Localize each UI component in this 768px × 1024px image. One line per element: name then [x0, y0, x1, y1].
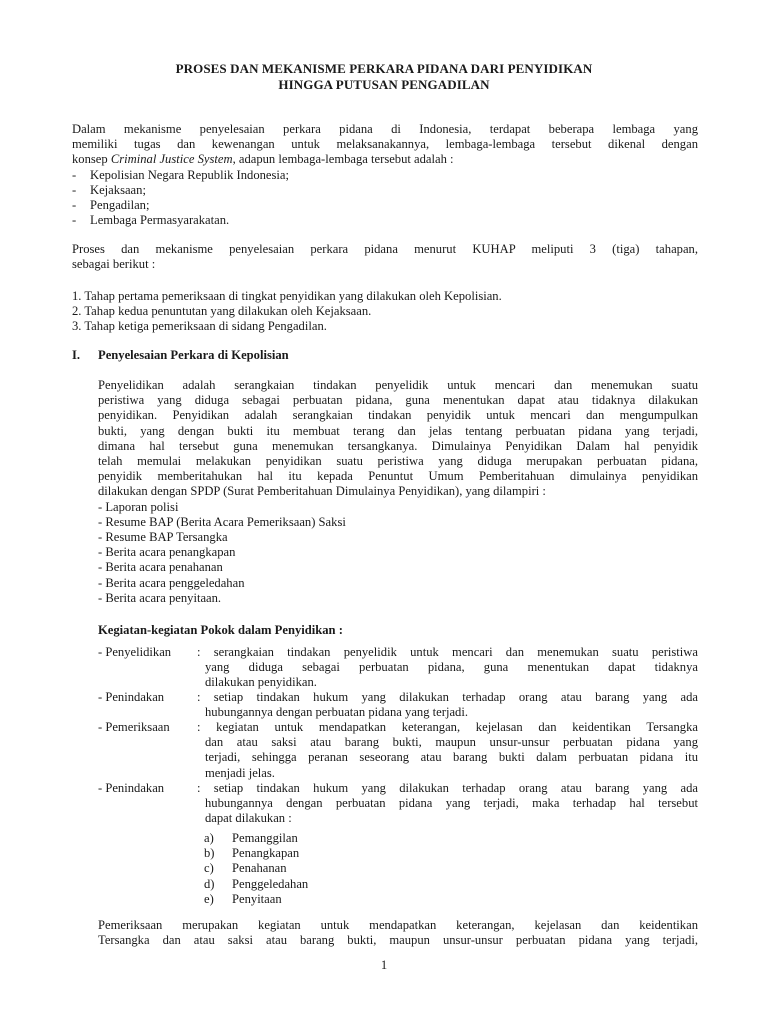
action-item: d) Penggeledahan	[204, 876, 309, 891]
definition-term: - Pemeriksaan	[98, 720, 170, 734]
intro-paragraph: Dalam mekanisme penyelesaian perkara pidana di Indonesia, terdapat beberapa lembaga yang memiliki tugas dan kewenangan untuk melaksanakannya, lembaga-lembaga tersebut dikenal dengan konsep Criminal Justice System, adapun lembaga-lembaga tersebut adalah : - Kepolisian Negara Republik Indonesia; - Kejaksaan; - Pengadilan; - Lembaga Permasyarakatan.	[72, 122, 698, 228]
attachment-item: - Berita acara penyitaan.	[98, 590, 222, 605]
stage-item: 2. Tahap kedua penuntutan yang dilakukan oleh Kejaksaan.	[72, 304, 372, 319]
attachment-item: - Berita acara penahanan	[98, 560, 223, 575]
document-title-line-2: HINGGA PUTUSAN PENGADILAN	[278, 77, 490, 92]
institution-item: - Pengadilan;	[72, 198, 150, 213]
institution-item: - Lembaga Permasyarakatan.	[72, 213, 230, 228]
stage-item: 1. Tahap pertama pemeriksaan di tingkat penyidikan yang dilakukan oleh Kepolisian.	[72, 289, 502, 303]
definition-text: : setiap tindakan hukum yang dilakukan terhadap orang atau barang yang ada hubungannya dengan perbuatan pidana yang terjadi.	[197, 690, 698, 720]
action-item: a) Pemanggilan	[204, 831, 298, 845]
attachment-item: - Berita acara penggeledahan	[98, 575, 245, 590]
institution-item: - Kepolisian Negara Republik Indonesia;	[72, 167, 289, 182]
attachment-item: - Laporan polisi	[98, 499, 179, 514]
section-heading: Penyelesaian Perkara di Kepolisian	[98, 348, 289, 362]
document-title-line-1: PROSES DAN MEKANISME PERKARA PIDANA DARI PENYIDIKAN	[175, 61, 593, 76]
stages-list	[72, 289, 698, 335]
attachment-item: - Resume BAP Tersangka	[98, 530, 228, 545]
action-item: e) Penyitaan	[204, 891, 282, 906]
action-item: c) Penahanan	[204, 861, 287, 876]
stage-item: 3. Tahap ketiga pemeriksaan di sidang Pengadilan.	[72, 319, 327, 334]
definition-term: - Penyelidikan	[98, 645, 172, 659]
definition-term: - Penindakan	[98, 781, 165, 795]
section-paragraph: Penyelidikan adalah serangkaian tindakan penyelidik untuk mencari dan menemukan suatu peristiwa yang diduga sebagai perbuatan pidana, guna menentukan dapat atau tidaknya dilakukan penyidikan. Penyidikan adalah serangkaian tindakan penyidik untuk mencari dan mengumpulkan bukti, yang dengan bukti itu membuat terang dan jelas tentang perbuatan pidana yang terjadi, dimana hal tersebut guna menemukan tersangkanya. Dimulainya Penyidikan Dalam hal penyidik telah memulai melakukan penyidikan suatu peristiwa yang diduga merupakan perbuatan pidana, penyidik memberitahukan hal itu kepada Penuntut Umum Pemberitahuan dimulainya penyidikan dilakukan dengan SPDP (Surat Pemberitahuan Dimulainya Penyidikan), yang dilampiri : - Laporan polisi - Resume BAP (Berita Acara Pemeriksaan) Saksi - Resume BAP Tersangka - Berita acara penangkapan - Berita acara penahanan - Berita acara penggeledahan - Berita acara penyitaan.	[98, 378, 698, 605]
section-number: I.	[72, 348, 81, 362]
closing-paragraph: Pemeriksaan merupakan kegiatan untuk mendapatkan keterangan, kejelasan dan keidentikan Tersangka dan atau saksi atau barang bukti, maupun unsur-unsur perbuatan pidana yang terjadi,	[98, 918, 698, 948]
attachment-item: - Resume BAP (Berita Acara Pemeriksaan) Saksi	[98, 514, 346, 529]
actions-list	[204, 831, 308, 907]
definition-text: : kegiatan untuk mendapatkan keterangan, kejelasan dan keidentikan Tersangka dan atau saksi atau barang bukti, maupun unsur-unsur perbuatan pidana yang terjadi, sehingga peranan seseorang atau barang bukti dalam perbuatan pidana itu menjadi jelas.	[197, 720, 698, 780]
action-item: b) Penangkapan	[204, 846, 300, 861]
institution-item: - Kejaksaan;	[72, 182, 146, 197]
definition-text: : setiap tindakan hukum yang dilakukan terhadap orang atau barang yang ada hubungannya dengan perbuatan pidana yang terjadi, maka terhadap hal tersebut dapat dilakukan :	[197, 781, 698, 826]
attachment-item: - Berita acara penangkapan	[98, 545, 236, 560]
definition-text: : serangkaian tindakan penyelidik untuk mencari dan menemukan suatu peristiwa yang diduga sebagai perbuatan pidana, guna menentukan dapat tidaknya dilakukan penyidikan.	[197, 645, 698, 690]
definition-term: - Penindakan	[98, 690, 165, 704]
process-paragraph: Proses dan mekanisme penyelesaian perkara pidana menurut KUHAP meliputi 3 (tiga) tahapan, sebagai berikut :	[72, 242, 698, 272]
page-number: 1	[380, 958, 388, 972]
subsection-heading: Kegiatan-kegiatan Pokok dalam Penyidikan :	[98, 623, 343, 637]
